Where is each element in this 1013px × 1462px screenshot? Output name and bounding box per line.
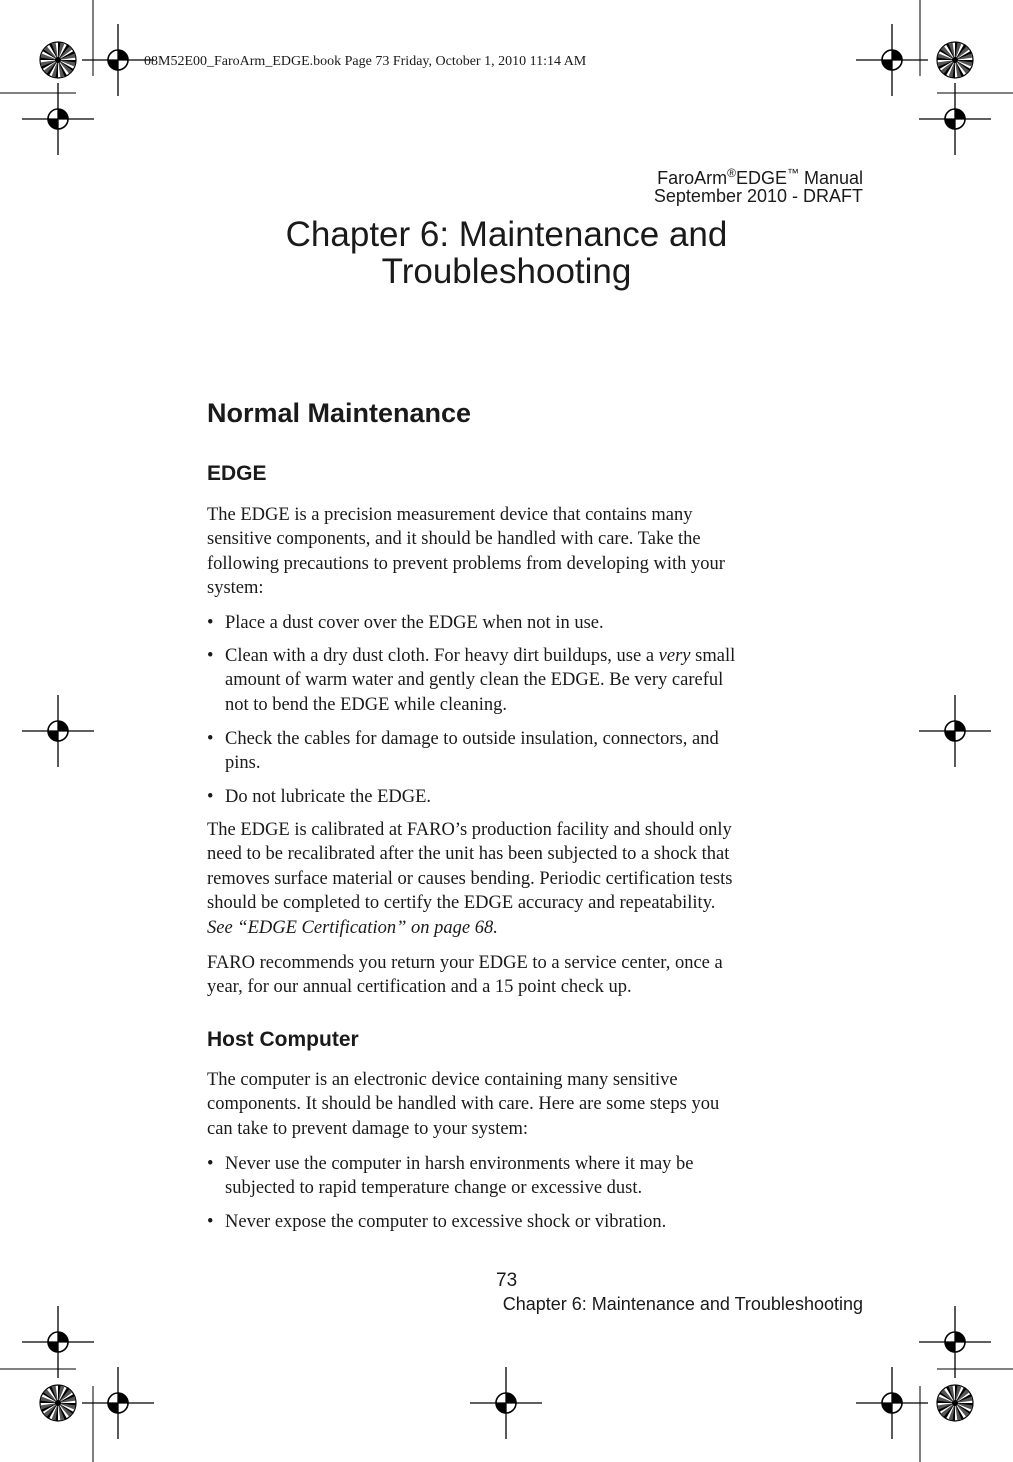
page-number: 73 xyxy=(496,1270,518,1291)
list-item: • Never expose the computer to excessive shock or vibration. xyxy=(207,1212,667,1232)
list-item: • Place a dust cover over the EDGE when not in use. xyxy=(207,613,604,633)
list-item: • Check the cables for damage to outside insulation, connectors, and pins. xyxy=(207,729,719,774)
footer-chapter: Chapter 6: Maintenance and Troubleshooting xyxy=(502,1294,863,1314)
host-intro: The computer is an electronic device containing many sensitive components. It should be handled with care. Here are some steps you can take to prevent damage to your system: xyxy=(207,1070,720,1139)
edge-calibration-paragraph: The EDGE is calibrated at FARO’s production facility and should only need to be recalibrated after the unit has been subjected to a shock that removes surface material or causes bending. Periodic certification tests should be completed to certify the EDGE accuracy and repeatability. See “EDGE Certification” on page 68. xyxy=(207,818,807,940)
section-title: Normal Maintenance xyxy=(207,398,472,428)
list-item: • Do not lubricate the EDGE. xyxy=(207,787,432,807)
cross-reference-link[interactable]: See “EDGE Certification” on page 68. xyxy=(207,917,498,938)
manual-date: September 2010 - DRAFT xyxy=(653,186,863,206)
edge-recommend-paragraph: FARO recommends you return your EDGE to a service center, once a year, for our annual certification and a 15 point check up. xyxy=(207,953,723,998)
manual-title: FaroArm®EDGE™ Manual xyxy=(657,166,863,188)
list-item: • Never use the computer in harsh environments where it may be subjected to rapid temperature change or excessive dust. xyxy=(207,1154,694,1199)
print-slug: 08M52E00_FaroArm_EDGE.book Page 73 Friday, October 1, 2010 11:14 AM xyxy=(144,54,587,69)
host-computer-heading: Host Computer xyxy=(207,1028,359,1051)
list-item: • Clean with a dry dust cloth. For heavy dirt buildups, use a very small amount of warm water and gently clean the EDGE. Be very careful not to bend the EDGE while cleaning. xyxy=(207,646,736,715)
edge-intro: The EDGE is a precision measurement device that contains many sensitive components, and it should be handled with care. Take the following precautions to prevent problems from developing with your system: xyxy=(207,505,725,599)
edge-heading: EDGE xyxy=(207,462,267,485)
chapter-title: Chapter 6: Maintenance and Troubleshooting xyxy=(285,215,728,291)
